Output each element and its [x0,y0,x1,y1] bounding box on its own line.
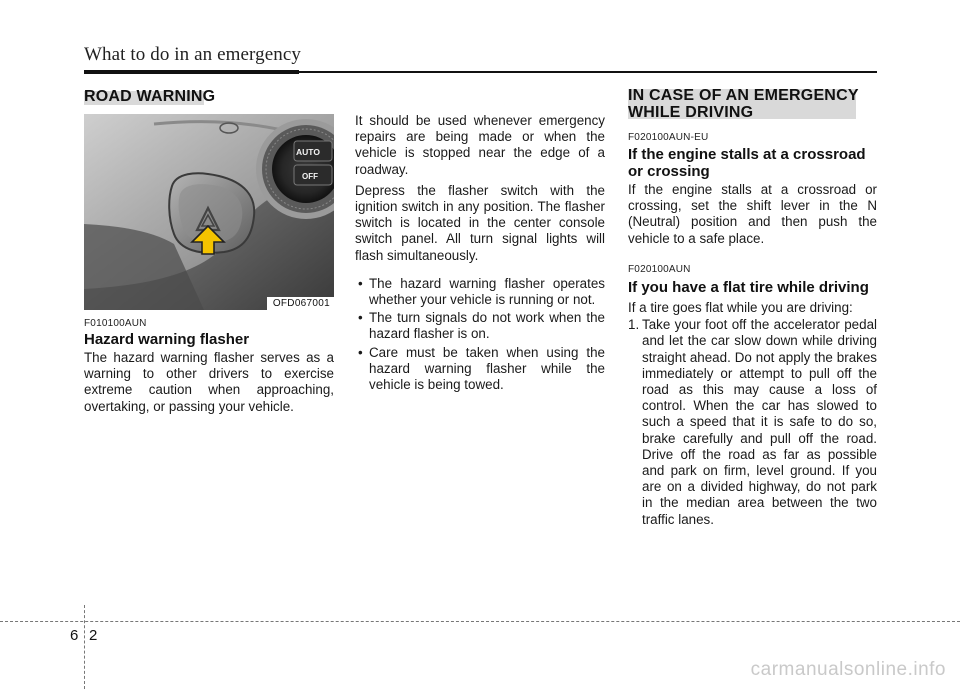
list-item: • The turn signals do not work when the hazard flasher is on. [355,310,605,342]
subhead-flat-tire: If you have a flat tire while driving [628,279,869,296]
engine-stalls-paragraph: If the engine stalls at a crossroad or crossing, set the shift lever in the N (Neutral) position and then push the vehicle to a safe place. [628,182,877,246]
auto-button-label: AUTO [296,147,320,157]
footer-vertical-rule [84,605,85,689]
section-title-road-warning [84,88,215,105]
subhead-engine-stalls [628,146,866,180]
off-button-label: OFF [302,172,318,181]
hazard-switch-photo [84,114,334,310]
chapter-number: 6 [70,627,79,644]
list-item: • The hazard warning flasher operates whether your vehicle is running or not. [355,276,605,308]
flat-tire-steps [628,317,877,528]
hazard-flasher-paragraph: The hazard warning flasher serves as a warning to other drivers to exercise extreme caution when approaching, overtaking, or passing your vehicle. [84,350,334,414]
photo-caption: OFD067001 [267,297,334,310]
middle-paragraph-2: Depress the flasher switch with the ignition switch in any position. The flasher switch is located in the center console switch panel. All turn signal lights will flash simultaneously. [355,182,605,263]
list-item [628,317,877,528]
step-number: 1. [628,317,640,333]
page-number: 2 [89,627,98,644]
code-f010100aun: F010100AUN [84,318,147,329]
list-item: • Care must be taken when using the hazard warning flasher while the vehicle is being towed. [355,345,605,394]
middle-paragraph-1: It should be used whenever emergency repairs are being made or when the vehicle is stopped near the edge of a roadway. [355,113,605,177]
section-title-line-1: IN CASE OF AN EMERGENCY [628,87,859,104]
flat-tire-intro: If a tire goes flat while you are driving: [628,300,853,315]
page-header-title: What to do in an emergency [84,44,301,65]
header-rule [84,70,877,75]
footer-horizontal-rule [0,621,960,622]
watermark: carmanualsonline.info [750,659,946,680]
code-f020100aun: F020100AUN [628,264,691,275]
header-rule-thick [84,70,299,74]
hazard-notes-list [355,276,605,393]
section-title-line-2: WHILE DRIVING [628,104,754,121]
subhead-line-1: If the engine stalls at a crossroad [628,146,866,163]
header-rule-thin [299,71,877,73]
hazard-switch-illustration [84,114,334,310]
section-title-emergency-driving [628,87,859,121]
section-title-text: ROAD WARNING [84,88,216,105]
flat-tire-instructions [628,300,877,528]
subhead-line-2: or crossing [628,163,710,180]
step-text: Take your foot off the accelerator pedal and let the car slow down while driving straight ahead. Do not apply the brakes immediately or attempt to pull off the road as this may cause a loss of control. When the car has slowed to such a speed that it is safe to do so, brake carefully and pull off the road. Drive off the road as far as possible and park on firm, level ground. If you are on a divided highway, do not park in the median area between the two traffic lanes. [642,317,877,527]
subhead-hazard-warning-flasher: Hazard warning flasher [84,331,250,348]
engine-stalls-description [628,182,877,252]
hazard-flasher-description [84,350,334,420]
middle-column [355,113,605,395]
code-f020100aun-eu: F020100AUN-EU [628,132,709,143]
